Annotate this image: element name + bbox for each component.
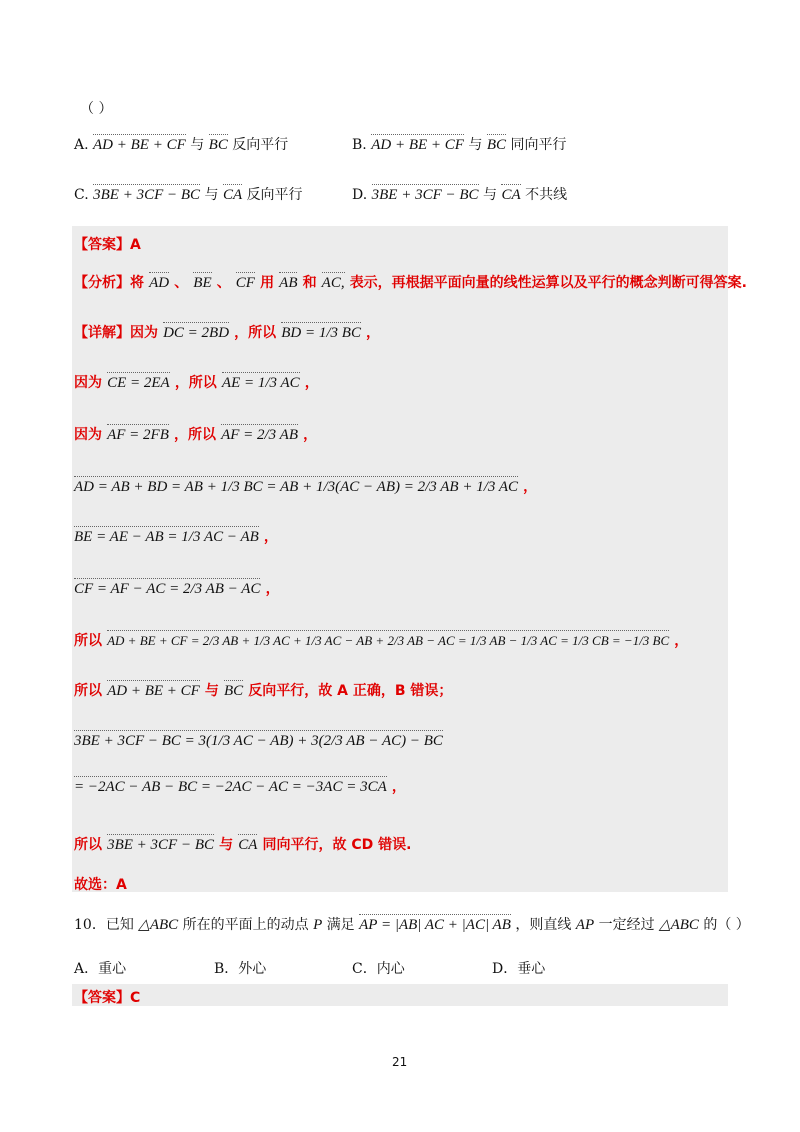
detail-8-rest: 反向平行，故 A 正确，B 错误； bbox=[248, 683, 453, 699]
detail-3-pre: 因为 bbox=[74, 427, 102, 443]
detail-1-result: BD = 1/3 BC bbox=[281, 325, 361, 341]
q10-stem-end: 的（ ） bbox=[703, 917, 750, 933]
q9-option-a-vec: BC bbox=[208, 137, 228, 153]
q9-option-c-label: C. bbox=[74, 187, 89, 203]
detail-line-10 bbox=[74, 776, 406, 796]
q10-expr: AP = |AB| AC + |AC| AB bbox=[359, 917, 511, 933]
detail-11-expr: 3BE + 3CF − BC bbox=[107, 837, 214, 853]
detail-line-3 bbox=[74, 424, 317, 444]
detail-line-9 bbox=[74, 730, 443, 750]
detail-2-end: ， bbox=[304, 375, 319, 391]
analysis-sep-2: 、 bbox=[216, 275, 231, 291]
q10-option-a: A．重心 bbox=[74, 961, 127, 977]
detail-3-expr: AF = 2FB bbox=[107, 427, 169, 443]
detail-line-7 bbox=[74, 630, 688, 650]
q10-line-ap: AP bbox=[575, 917, 595, 933]
detail-3-end: ， bbox=[303, 427, 318, 443]
detail-6-end: ， bbox=[265, 581, 280, 597]
q9-option-b-label: B. bbox=[352, 137, 367, 153]
analysis-tag: 【分析】将 bbox=[74, 275, 144, 291]
detail-8-mid: 与 bbox=[204, 683, 219, 699]
q9-option-a-mid: 与 bbox=[190, 137, 205, 153]
detail-line-2 bbox=[74, 372, 319, 392]
detail-4-end: ， bbox=[523, 479, 538, 495]
q10-option-d: D．垂心 bbox=[492, 961, 546, 977]
q9-option-a bbox=[74, 134, 288, 154]
detail-11-rest: 同向平行，故 CD 错误. bbox=[262, 837, 412, 853]
detail-11-pre: 所以 bbox=[74, 837, 102, 853]
detail-8-vec: BC bbox=[224, 683, 244, 699]
q10-triangle-2: △ABC bbox=[659, 917, 699, 933]
analysis-rest: 表示，再根据平面向量的线性运算以及平行的概念判断可得答案. bbox=[349, 275, 748, 291]
q10-answer-tag: 【答案】C bbox=[74, 990, 141, 1006]
detail-8-pre: 所以 bbox=[74, 683, 102, 699]
q9-option-c-vec: CA bbox=[222, 187, 243, 203]
q9-option-d-tail: 不共线 bbox=[525, 187, 568, 203]
analysis-vec-ac: AC, bbox=[321, 275, 345, 291]
q9-option-b-mid: 与 bbox=[468, 137, 483, 153]
q9-option-b bbox=[352, 134, 566, 154]
q10-stem-mid: 所在的平面上的动点 bbox=[182, 917, 309, 933]
detail-2-so: ，所以 bbox=[174, 375, 217, 391]
detail-line-11 bbox=[74, 834, 411, 854]
detail-10-expr: = −2AC − AB − BC = −2AC − AC = −3AC = 3CA bbox=[74, 779, 387, 795]
detail-2-result: AE = 1/3 AC bbox=[221, 375, 300, 391]
q10-stem-pre: 10．已知 bbox=[74, 917, 134, 933]
q9-option-c-expr: 3BE + 3CF − BC bbox=[93, 187, 201, 203]
answer-tag: 【答案】A bbox=[74, 237, 141, 253]
q9-option-a-tail: 反向平行 bbox=[232, 137, 289, 153]
detail-line-8 bbox=[74, 680, 452, 700]
detail-1-expr: DC = 2BD bbox=[163, 325, 230, 341]
q10-triangle: △ABC bbox=[138, 917, 179, 933]
q9-option-d-label: D. bbox=[352, 187, 368, 203]
q10-point-p: P bbox=[313, 917, 323, 933]
page-number: 21 bbox=[392, 1055, 408, 1069]
q10-stem-mid2: 满足 bbox=[326, 917, 355, 933]
detail-7-pre: 所以 bbox=[74, 633, 102, 649]
detail-9-expr: 3BE + 3CF − BC = 3(1/3 AC − AB) + 3(2/3 AB − AC) − BC bbox=[74, 733, 443, 749]
detail-6-expr: CF = AF − AC = 2/3 AB − AC bbox=[74, 581, 261, 597]
detail-10-end: ， bbox=[391, 779, 406, 795]
q9-option-b-tail: 同向平行 bbox=[510, 137, 567, 153]
analysis-vec-cf: CF bbox=[235, 275, 255, 291]
q10-stem-mid4: 一定经过 bbox=[598, 917, 655, 933]
q10-stem bbox=[74, 914, 750, 934]
q10-stem-mid3: ，则直线 bbox=[515, 917, 572, 933]
analysis-line bbox=[74, 272, 747, 292]
analysis-vec-ab: AB bbox=[279, 275, 298, 291]
detail-2-pre: 因为 bbox=[74, 375, 102, 391]
q9-option-a-label: A. bbox=[74, 137, 89, 153]
q9-option-d-mid: 与 bbox=[483, 187, 497, 203]
q10-option-b: B．外心 bbox=[214, 961, 267, 977]
detail-tag: 【详解】因为 bbox=[74, 325, 158, 341]
analysis-vec-be: BE bbox=[193, 275, 212, 291]
q9-option-d-expr: 3BE + 3CF − BC bbox=[371, 187, 479, 203]
q10-answer-block bbox=[72, 984, 728, 1006]
detail-5-expr: BE = AE − AB = 1/3 AC − AB bbox=[74, 529, 259, 545]
q9-option-c-mid: 与 bbox=[204, 187, 219, 203]
detail-11-mid: 与 bbox=[219, 837, 234, 853]
detail-4-expr: AD = AB + BD = AB + 1/3 BC = AB + 1/3(AC − AB) = 2/3 AB + 1/3 AC bbox=[74, 479, 519, 495]
detail-8-expr: AD + BE + CF bbox=[107, 683, 200, 699]
detail-3-result: AF = 2/3 AB bbox=[221, 427, 298, 443]
detail-3-so: ，所以 bbox=[173, 427, 216, 443]
detail-1-end: ， bbox=[366, 325, 381, 341]
analysis-vec-ad: AD bbox=[149, 275, 170, 291]
q10-option-c: C．内心 bbox=[352, 961, 405, 977]
q9-option-a-expr: AD + BE + CF bbox=[93, 137, 186, 153]
analysis-and: 和 bbox=[302, 275, 317, 291]
q9-option-c-tail: 反向平行 bbox=[246, 187, 303, 203]
q9-paren: （ ） bbox=[80, 101, 113, 117]
detail-7-end: ， bbox=[674, 633, 689, 649]
detail-1-so: ，所以 bbox=[234, 325, 277, 341]
q9-option-b-expr: AD + BE + CF bbox=[371, 137, 464, 153]
detail-11-vec: CA bbox=[238, 837, 258, 853]
q9-option-b-vec: BC bbox=[486, 137, 507, 153]
detail-line-4 bbox=[74, 476, 537, 496]
detail-2-expr: CE = 2EA bbox=[107, 375, 170, 391]
analysis-use: 用 bbox=[260, 275, 275, 291]
detail-7-expr: AD + BE + CF = 2/3 AB + 1/3 AC + 1/3 AC − AB + 2/3 AB − AC = 1/3 AB − 1/3 AC = 1/3 CB = −1/3 BC bbox=[107, 633, 670, 648]
q9-option-d-vec: CA bbox=[501, 187, 521, 203]
analysis-sep-1: 、 bbox=[174, 275, 189, 291]
detail-line-6 bbox=[74, 578, 280, 598]
detail-line-1 bbox=[74, 322, 380, 342]
detail-5-end: ， bbox=[263, 529, 278, 545]
q9-option-d bbox=[352, 184, 567, 204]
detail-line-5 bbox=[74, 526, 278, 546]
q9-option-c bbox=[74, 184, 303, 204]
choice-line: 故选：A bbox=[74, 877, 127, 893]
